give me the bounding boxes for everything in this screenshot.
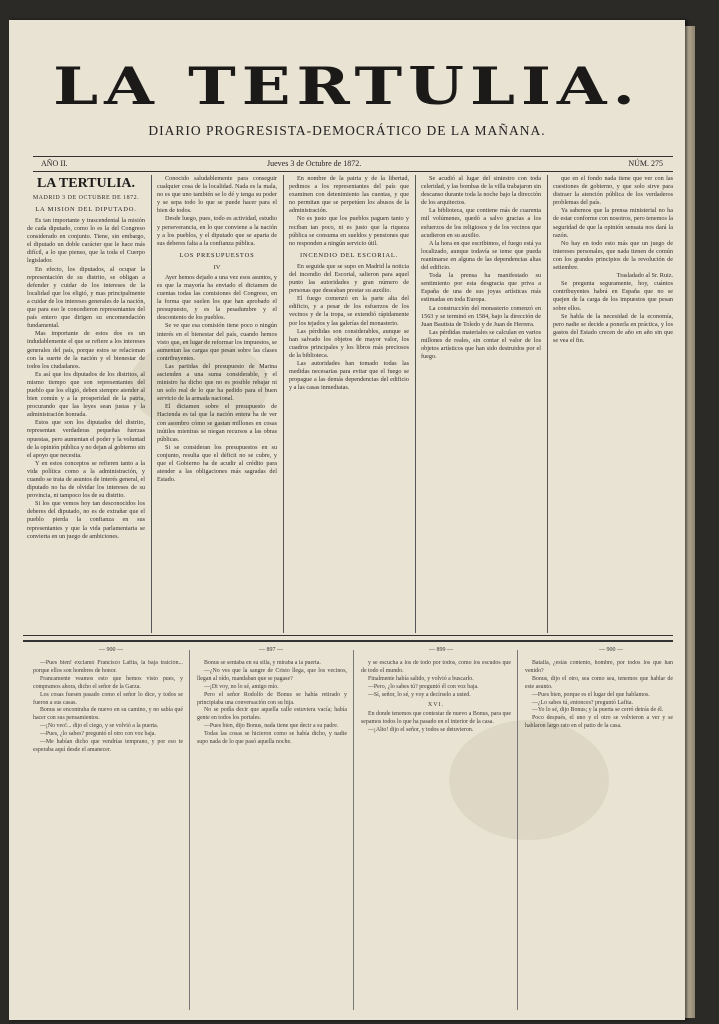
column-rule: [189, 650, 190, 1010]
paragraph: Toda la prensa ha manifestado su sentimiento por esta desgracia que priva a España de una de sus joyas artísticas más estimadas en toda Europa.: [421, 272, 541, 304]
paragraph: —¿Lo sabes tú, entonces? preguntó Lafita.: [532, 699, 633, 706]
paragraph: Conocido saludablemente para conseguir cualquier cosa de la localidad. Nada es la mala, no es que uno también se lo dé y tenga su poder y se sepa todo lo que se puede hacer para el bien de todos.: [157, 175, 277, 215]
paragraph: Las pérdidas son considerables, aunque se han salvado los objetos de mayor valor, los cuadros principales y los libros más preciosos de la biblioteca.: [289, 327, 409, 359]
folletin-page-number: — 900 —: [99, 647, 123, 653]
dateline: MADRID 3 DE OCTUBRE DE 1872.: [32, 195, 140, 201]
paragraph: Si se consideran los presupuestos en su conjunto, resulta que el déficit no se cubre, y que el Gobierno ha de acudir al crédito para atender a las obligaciones más sagradas del Estado.: [157, 443, 277, 484]
paragraph: Finalmente había salido, y volvió a buscarlo.: [368, 675, 474, 682]
paragraph: No se podía decir que aquella calle estuviera vacía; había gente en todos los portales.: [197, 707, 347, 722]
paragraph: Batalla, ¿estás contento, hombre, por todos los que han venido?: [525, 660, 673, 674]
paragraph: En seguida que se supo en Madrid la noticia del incendio del Escorial, salieron para aquel punto las autoridades y gran número de personas que deseaban prestar su auxilio.: [289, 262, 409, 295]
article-column-1: [27, 175, 145, 630]
lead-heading: LA TERTULIA.: [36, 176, 136, 191]
paragraph: —¡Di voy, no lo sé, amigo mío.: [204, 683, 279, 690]
column-rule: [283, 175, 284, 633]
paragraph: —Pero, ¿lo sabes tú? preguntó él con voz baja.: [368, 683, 479, 690]
section-number: IV: [213, 263, 221, 271]
paragraph: A la hora en que escribimos, el fuego está ya localizado, aunque todavía se teme que pueda reanimarse en alguna de las dependencias altas del edificio.: [421, 239, 541, 272]
paragraph: Bonus, dijo el otro, sea como sea, tenemos que hablar de este asunto.: [525, 675, 673, 690]
paragraph: El fuego comenzó en la parte alta del edificio, y a pesar de los esfuerzos de los vecinos y de la tropa, se extendió rápidamente por los tejados y las galerías del monasterio.: [289, 295, 409, 327]
paragraph: Se habla de la necesidad de la economía, pero nadie se decide a ponerla en práctica, y los gastos del Estado crecen de año en año sin que se vea el fin.: [553, 312, 673, 344]
paragraph: Ayer hemos dejado a una vez esos asuntos, y es que la mayoría ha enviado el dictamen de cuentas todas las comisiones del Congreso, en la forma que suelen los que han aprobado el presupuesto, y es la pesadumbre y el descontento de los pueblos.: [157, 273, 277, 322]
paragraph: —Pues, ¿lo sabes? preguntó el otro con voz baja.: [40, 731, 156, 738]
signature-line: Trasladado al Sr. Ruiz.: [616, 272, 673, 280]
paragraph: Las pérdidas materiales se calculan en varios millones de reales, sin contar el valor de los objetos artísticos que han sido destruidos por el fuego.: [421, 328, 541, 361]
column-rule: [353, 650, 354, 1010]
paragraph: Es así que los diputados de los distritos, al mismo tiempo que son representantes del pueblo que los eligió, deben siempre atender al bien común y a la prosperidad de la patria, procurando que las leyes sean justas y la administración honrada.: [27, 370, 145, 419]
folletin-column-1: [33, 660, 183, 1010]
paragraph: Si los que vemos hoy tan desconocidos los deberes del diputado, no es de extrañar que el pueblo pierda la confianza en sus representantes y que la vida parlamentaria se convierta en un juego de ambiciones.: [27, 500, 145, 540]
paragraph: Se ve que esa comisión tiene poco o ningún interés en el bienestar del país, cuando hemos visto que, en lugar de reformar los impuestos, se aumentan las cargas que pesan sobre las clases contribuyentes.: [157, 322, 277, 362]
paragraph: —Pues bien, dijo Bonus, nada tiene que decir a su padre.: [204, 723, 339, 730]
paragraph: Las autoridades han tomado todas las medidas necesarias para evitar que el fuego se propague a las demás dependencias del edificio y a las casas inmediatas.: [289, 359, 409, 392]
paragraph: No es justo que los pueblos paguen tanto y reciban tan poco, ni es justo que la riqueza pública se consuma en sueldos y pensiones que no responden a ningún servicio útil.: [289, 215, 409, 247]
paragraph: —¡No veo!... dijo el ciego, y se volvió a la puerta.: [40, 723, 159, 730]
paragraph: Es tan importante y trascendental la misión de cada diputado, como lo es la del Congreso considerado en conjunto. Tiene, sin embargo, el diputado un doble carácter que le hace más difícil, a lo que pienso, que la toda el Cuerpo legislador.: [27, 217, 145, 265]
issue-date: Jueves 3 de Octubre de 1872.: [267, 159, 362, 168]
folletin-page-number: — 897 —: [259, 647, 283, 653]
paragraph: —Sí, señor, lo sé, y voy a decírselo a usted.: [368, 691, 471, 698]
folletin-page-number: — 900 —: [599, 647, 623, 653]
paragraph: —Me habían dicho que vendrías temprano, y por eso te esperaba aquí desde el amanecer.: [33, 739, 183, 753]
article-column-4: [421, 175, 541, 630]
paragraph: Se acudió al lugar del siniestro con toda celeridad, y las bombas de la villa trabajaron sin descanso durante toda la noche bajo la dirección de los arquitectos.: [421, 175, 541, 207]
newspaper-page: [9, 20, 685, 1020]
column-rule: [547, 175, 548, 633]
issue-number: NÚM. 275: [628, 159, 663, 168]
section-heading: LOS PRESUPUESTOS: [179, 251, 255, 259]
paragraph: Mas importante de estos dos es un indudablemente el que se refiere a los intereses generales del país, porque estos se relacionan con la suerte de la nación y el bienestar de todos los ciudadanos.: [27, 330, 145, 370]
paragraph: y se escucha a los de todo por todos, como los escudos que de todo el mundo.: [361, 660, 511, 674]
paragraph: Desde luego, pues, todo es actividad, estudio y perseverancia, en lo que conviene a la nación y a los pueblos, y el diputado que se aparta de sus deberes falta a la confianza pública.: [157, 215, 277, 247]
folletin-divider: [23, 635, 673, 642]
issue-year: AÑO II.: [41, 159, 68, 168]
paragraph: Bonus se encontraba de nuevo en su camino, y no sabía qué hacer con sus pensamientos.: [33, 707, 183, 722]
masthead-subtitle: DIARIO PROGRESISTA-DEMOCRÁTICO DE LA MAÑANA.: [148, 123, 546, 138]
paragraph: —Yo lo sé, dijo Bonus; y la puerta se cerró detrás de él.: [532, 707, 664, 714]
article-column-5: [553, 175, 673, 630]
paragraph: Todas las cosas se hicieron como se había dicho, y nadie supo nada de lo que pasó aquella noche.: [197, 731, 347, 746]
paragraph: En nombre de la patria y de la libertad, pedimos a los representantes del país que examinen con detenimiento las cuentas, y que no permitan que se perpetúen los abusos de la administración.: [289, 175, 409, 215]
folletin-column-4: [525, 660, 673, 1010]
paragraph: —¡Alto! dijo el señor, y todos se detuvieron.: [368, 727, 474, 734]
masthead-title: LA TERTULIA.: [53, 56, 641, 117]
article-column-2: [157, 175, 277, 630]
paragraph: Estos que son los diputados del distrito, representan verdaderas pequeñas fuerzas opuestas, pero aumentan el poder y la voluntad de la opinión pública y no dejan al gobierno sin el apoyo que necesita.: [27, 419, 145, 459]
paragraph: Poco después, el uno y el otro se volvieron a ver y se hablaron largo rato en el patio de la casa.: [525, 715, 673, 730]
paragraph: —¿No ves que la sangre de Cristo llega, que los vecinos, llegan al oído, mandaban que se pagase?: [197, 667, 347, 682]
paragraph: Las partidas del presupuesto de Marina ascienden a una suma considerable, y el ministro ha dicho que no es posible rebajar ni un solo real de lo que ha pedido para el buen servicio de la armada nacional.: [157, 362, 277, 403]
paragraph: —Pues bien, porque es el lugar del que hablamos.: [532, 691, 650, 698]
paragraph: La construcción del monasterio comenzó en 1563 y se terminó en 1584, bajo la dirección de Juan Bautista de Toledo y de Juan de Herrera.: [421, 304, 541, 328]
article-column-3: [289, 175, 409, 630]
paragraph: No hay en todo esto más que un juego de intereses personales, que nada tienen de común con los grandes principios de la revolución de setiembre.: [553, 239, 673, 272]
paragraph: Pero el señor Rodolfo de Bonus se había retirado y principiaba una conversación con su hija.: [197, 691, 347, 706]
paragraph: Ya sabemos que la prensa ministerial no ha de estar conforme con nosotros, pero tenemos la seguridad de que la opinión sensata nos dará la razón.: [553, 207, 673, 239]
folletin-column-2: [197, 660, 347, 1010]
paragraph: Se pregunta seguramente, hoy, cuántos contribuyentes habrá en España que no se quejen de la carga de los impuestos que pesan sobre ellos.: [553, 280, 673, 312]
paragraph: Francamente veamos esto que hemos visto pues, y compramos ahora, dicho el señor de la Garza.: [33, 675, 183, 690]
paragraph: —Pues bien! exclamó Francisco Lafita, la baja traición... porque ellos son hombres de honor.: [33, 660, 183, 674]
column-rule: [517, 650, 518, 1010]
folletin-page-number: — 899 —: [429, 647, 453, 653]
paragraph: La biblioteca, que contiene más de cuarenta mil volúmenes, quedó a salvo gracias a los esfuerzos de los religiosos y de los vecinos que acudieron en su auxilio.: [421, 207, 541, 239]
chapter-heading: XVI.: [427, 701, 445, 708]
paragraph: El dictamen sobre el presupuesto de Hacienda es tal que la nación entera ha de ver con asombro cómo se gastan millones en cosas inútiles mientras se niegan recursos a las obras públicas.: [157, 403, 277, 443]
folletin-column-3: [361, 660, 511, 1010]
column-rule: [415, 175, 416, 633]
paragraph: Y en estos conceptos se refieren tanto a la vida política como a la administración, y cuando se trata de asuntos de interés general, el diputado no ha de olvidar los intereses de su provincia, ni tampoco los de su distrito.: [27, 459, 145, 500]
paragraph: que en el fondo nada tiene que ver con las cuestiones de gobierno, y que solo sirve para distraer la atención pública de los verdaderos problemas del país.: [553, 175, 673, 207]
section-heading: LA MISION DEL DIPUTADO.: [35, 206, 137, 213]
paragraph: En donde tenemos que contestar de nuevo a Bonus, para que sepamos todos lo que ha pasado en el interior de la casa.: [361, 711, 511, 726]
paragraph: Los cosas fuesen pasado como el señor lo dice, y todos se fueron a sus casas.: [33, 691, 183, 706]
issue-info-bar: [33, 156, 673, 172]
paragraph: Bonus se sentaba en su silla, y miraba a la puerta.: [204, 660, 321, 666]
paragraph: En efecto, los diputados, al ocupar la representación de su distrito, se obligan a defender y cuidar de los intereses de la localidad que los eligió, y mas principalmente a cuidar de los intereses generales de la nación, que para eso le concedieron representantes del país entero que dirigen su encomendación fundamental.: [27, 265, 145, 330]
section-heading: INCENDIO DEL ESCORIAL.: [299, 251, 399, 259]
column-rule: [151, 175, 152, 633]
